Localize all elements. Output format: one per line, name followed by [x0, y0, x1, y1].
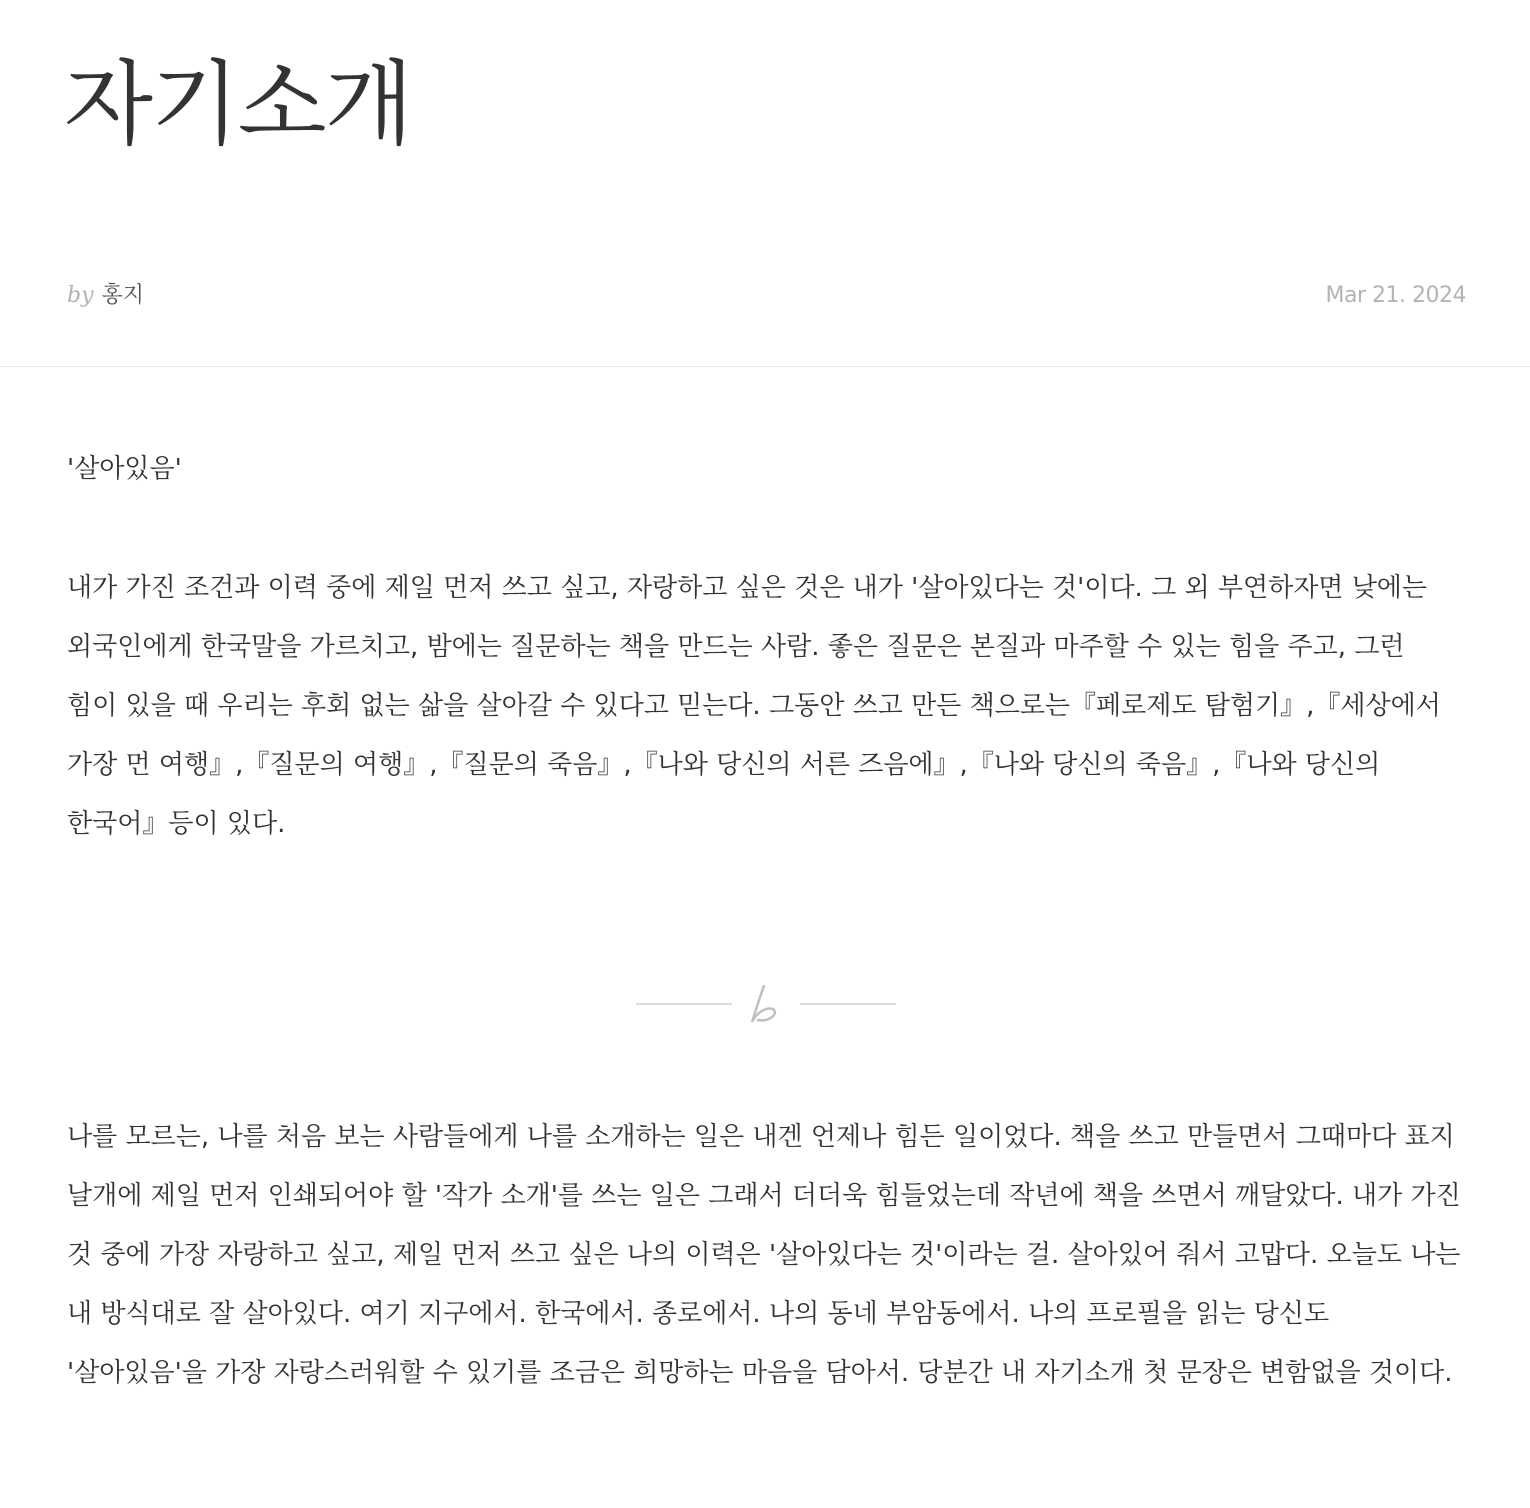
post-title: 자기소개 [64, 51, 412, 158]
section-divider [0, 980, 1530, 1030]
post-header [0, 0, 1530, 367]
brunch-b-icon [0, 980, 1530, 1030]
quote-line: '살아있음' [67, 454, 182, 484]
post-body-section-2 [67, 1108, 1462, 1403]
author-name[interactable]: 홍지 [101, 283, 145, 308]
publish-date: Mar 21. 2024 [1325, 283, 1466, 308]
body-paragraph-1: 내가 가진 조건과 이력 중에 제일 먼저 쓰고 싶고, 자랑하고 싶은 것은 내가 '살아있다는 것'이다. 그 외 부연하자면 낮에는 외국인에게 한국말을 가르치고, 밤에는 질문하는 책을 만드는 사람. 좋은 질문은 본질과 마주할 수 있는 힘을 주고, 그런 힘이 있을 때 우리는 후회 없는 삶을 살아갈 수 있다고 믿는다. 그동안 쓰고 만든 책으로는『페로제도 탐험기』,『세상에서 가장 먼 여행』,『질문의 여행』,『질문의 죽음』,『나와 당신의 서른 즈음에』,『나와 당신의 죽음』,『나와 당신의 한국어』등이 있다. [67, 573, 1441, 839]
byline [67, 280, 144, 312]
by-label: by [67, 283, 94, 308]
body-paragraph-2: 나를 모르는, 나를 처음 보는 사람들에게 나를 소개하는 일은 내겐 언제나 힘든 일이었다. 책을 쓰고 만들면서 그때마다 표지 날개에 제일 먼저 인쇄되어야 할 '작가 소개'를 쓰는 일은 그래서 더더욱 힘들었는데 작년에 책을 쓰면서 깨달았다. 내가 가진 것 중에 가장 자랑하고 싶고, 제일 먼저 쓰고 싶은 나의 이력은 '살아있다는 것'이라는 걸. 살아있어 줘서 고맙다. 오늘도 나는 내 방식대로 잘 살아있다. 여기 지구에서. 한국에서. 종로에서. 나의 동네 부암동에서. 나의 프로필을 읽는 당신도 '살아있음'을 가장 자랑스러워할 수 있기를 조금은 희망하는 마음을 담아서. 당분간 내 자기소개 첫 문장은 변함없을 것이다. [67, 1122, 1461, 1388]
post-body [67, 440, 1462, 854]
